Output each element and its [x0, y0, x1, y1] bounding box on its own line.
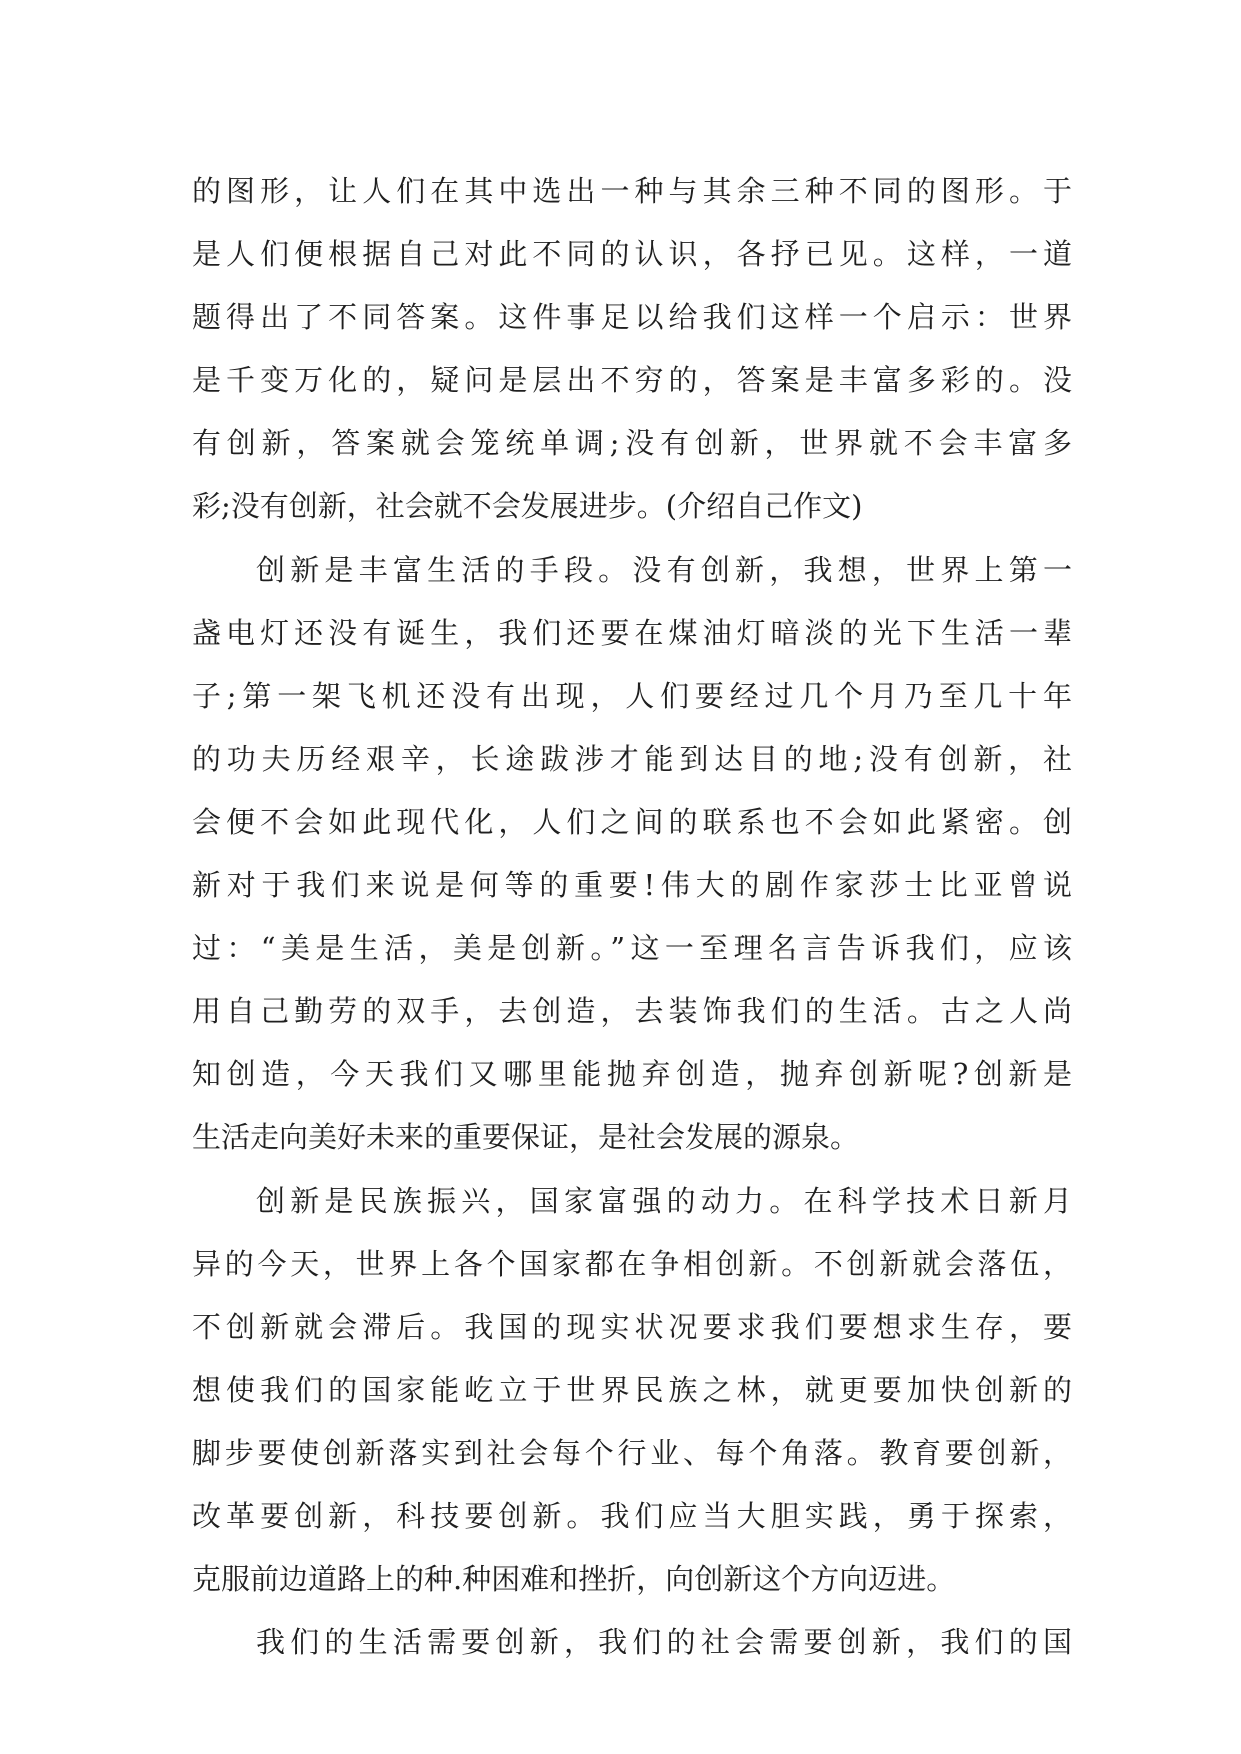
- text-line: 创新是民族振兴，国家富强的动力。在科学技术日新月: [256, 1183, 1072, 1218]
- text-line: 创新是丰富生活的手段。没有创新，我想，世界上第一: [256, 552, 1072, 587]
- text-line: 知创造，今天我们又哪里能抛弃创造，抛弃创新呢?创新是: [192, 1057, 1072, 1092]
- text-line: 我们的生活需要创新，我们的社会需要创新，我们的国: [256, 1625, 1072, 1660]
- text-line: 有创新，答案就会笼统单调;没有创新，世界就不会丰富多: [192, 426, 1072, 461]
- text-line: 是千变万化的，疑问是层出不穷的，答案是丰富多彩的。没: [192, 363, 1072, 398]
- paragraph: [192, 539, 1072, 1170]
- text-line: 会便不会如此现代化，人们之间的联系也不会如此紧密。创: [192, 804, 1072, 839]
- essay-body: [192, 160, 1072, 1674]
- text-line: 子;第一架飞机还没有出现，人们要经过几个月乃至几十年: [192, 678, 1072, 713]
- text-line: 克服前边道路上的种.种困难和挫折，向创新这个方向迈进。: [192, 1562, 956, 1597]
- text-line: 异的今天，世界上各个国家都在争相创新。不创新就会落伍，: [192, 1246, 1072, 1281]
- text-line: 彩;没有创新，社会就不会发展进步。(介绍自己作文): [192, 489, 863, 524]
- text-line: 是人们便根据自己对此不同的认识，各抒已见。这样，一道: [192, 237, 1072, 272]
- text-line: 的功夫历经艰辛，长途跋涉才能到达目的地;没有创新，社: [192, 741, 1072, 776]
- text-line: 不创新就会滞后。我国的现实状况要求我们要想求生存，要: [192, 1309, 1072, 1344]
- text-line: 脚步要使创新落实到社会每个行业、每个角落。教育要创新，: [192, 1435, 1072, 1470]
- text-line: 过：“美是生活，美是创新。”这一至理名言告诉我们，应该: [192, 931, 1072, 966]
- text-line: 想使我们的国家能屹立于世界民族之林，就更要加快创新的: [192, 1372, 1072, 1407]
- text-line: 用自己勤劳的双手，去创造，去装饰我们的生活。古之人尚: [192, 994, 1072, 1029]
- text-line: 新对于我们来说是何等的重要!伟大的剧作家莎士比亚曾说: [192, 868, 1072, 903]
- paragraph: [192, 160, 1072, 539]
- paragraph: [192, 1611, 1072, 1674]
- text-line: 题得出了不同答案。这件事足以给我们这样一个启示：世界: [192, 300, 1072, 335]
- text-line: 的图形，让人们在其中选出一种与其余三种不同的图形。于: [192, 174, 1072, 208]
- paragraph: [192, 1170, 1072, 1612]
- text-line: 生活走向美好未来的重要保证，是社会发展的源泉。: [192, 1120, 860, 1155]
- text-line: 盏电灯还没有诞生，我们还要在煤油灯暗淡的光下生活一辈: [192, 615, 1072, 650]
- text-line: 改革要创新，科技要创新。我们应当大胆实践，勇于探索，: [192, 1498, 1072, 1533]
